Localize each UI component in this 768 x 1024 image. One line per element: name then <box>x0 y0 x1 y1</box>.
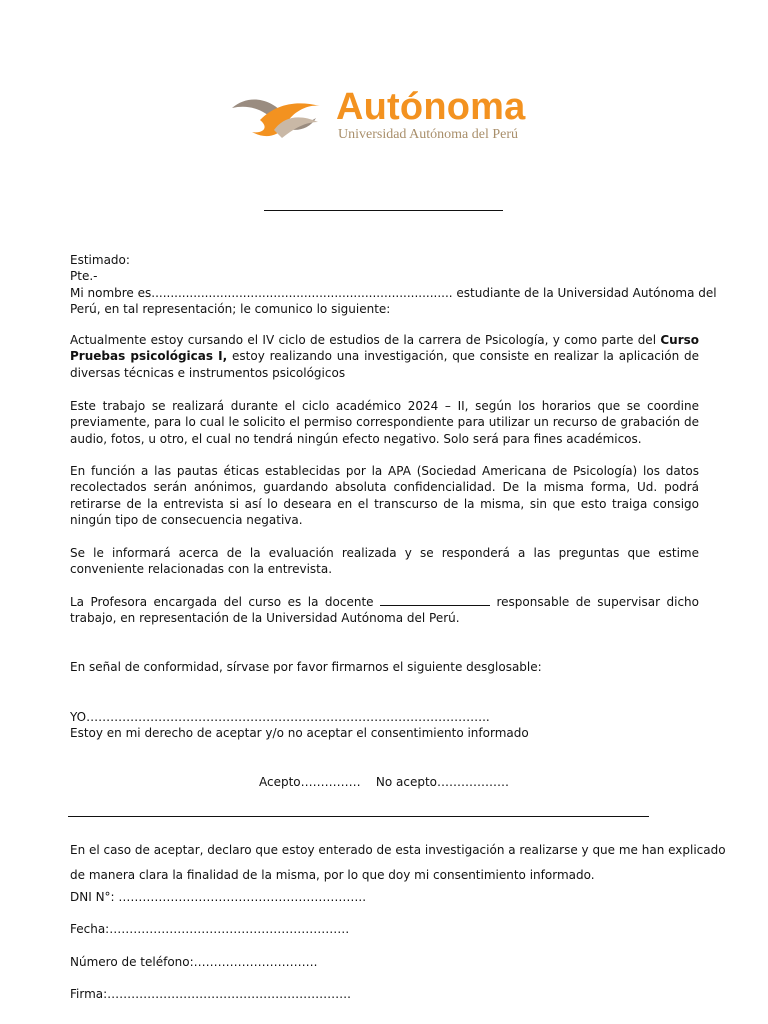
logo-wordmark: Autónoma <box>336 86 526 128</box>
no-acepto-option[interactable]: No acepto……………… <box>375 775 510 789</box>
consent-statement: Estoy en mi derecho de aceptar y/o no aceptar el consentimiento informado <box>70 726 529 741</box>
declaration-block <box>70 838 726 888</box>
title-underline <box>264 210 503 211</box>
paragraph-evaluation: Se le informará acerca de la evaluación realizada y se responderá a las preguntas que estime conveniente relacionadas con la entrevista. <box>70 546 699 577</box>
acepto-option[interactable]: Acepto…………… <box>258 775 361 789</box>
paragraph-professor: La Profesora encargada del curso es la docente responsable de supervisar dicho trabajo, en representación de la Universidad Autónoma del Perú. <box>70 595 699 626</box>
dni-field[interactable]: DNI N°: …………………………………………………….. <box>70 890 367 904</box>
cut-line-divider <box>68 816 649 817</box>
intro-line-2: Perú, en tal representación; le comunico lo siguiente: <box>70 301 391 316</box>
telefono-field[interactable]: Número de teléfono:…………………………. <box>70 955 318 969</box>
greeting: Estimado: <box>70 253 130 267</box>
professor-name-blank[interactable] <box>380 594 490 606</box>
logo-subtitle: Universidad Autónoma del Perú <box>338 127 519 142</box>
greeting-block <box>70 252 717 317</box>
recipient-pte: Pte.- <box>70 269 98 284</box>
declaration-line-2: de manera clara la finalidad de la misma, por lo que doy mi consentimiento informado. <box>70 868 595 882</box>
university-logo <box>230 86 550 150</box>
choice-row <box>0 774 768 790</box>
yo-field[interactable]: YO……………………………………………………………………………………….. <box>70 710 490 724</box>
course-name: Curso Pruebas psicológicas I, <box>70 333 699 364</box>
paragraph-schedule: Este trabajo se realizará durante el ciclo académico 2024 – II, según los horarios que se coordine previamente, para lo cual le solicito el permiso correspondiente para utilizar un recurso de grabación de audio, fotos, u otro, el cual no tendrá ningún efecto negativo. Solo será para fines académicos. <box>70 399 699 446</box>
intro-line-1: Mi nombre es............................................................................... estudiante de la Universidad Autónoma del <box>70 285 717 300</box>
paragraph-course: Actualmente estoy cursando el IV ciclo de estudios de la carrera de Psicología, y como parte del Curso Pruebas psicológicas I, estoy realizando una investigación, que consiste en realizar la aplicación de diversas técnicas e instrumentos psicológicos <box>70 333 699 380</box>
declaration-line-1: En el caso de aceptar, declaro que estoy enterado de esta investigación a realizarse y que me han explicado <box>70 843 726 857</box>
paragraph-ethics: En función a las pautas éticas establecidas por la APA (Sociedad Americana de Psicología) los datos recolectados serán anónimos, guardando absoluta confidencialidad. De la misma forma, Ud. podrá retirarse de la entrevista si así lo deseara en el transcurso de la misma, sin que esto traiga consigo ningún tipo de consecuencia negativa. <box>70 464 699 527</box>
logo-swoosh-icon <box>230 94 330 144</box>
fecha-field[interactable]: Fecha:…………………………………………………… <box>70 922 350 936</box>
consent-name-block <box>70 709 699 742</box>
paragraph-conformity: En señal de conformidad, sírvase por favor firmarnos el siguiente desglosable: <box>70 660 542 674</box>
firma-field[interactable]: Firma:……………………………………………………. <box>70 987 351 1001</box>
